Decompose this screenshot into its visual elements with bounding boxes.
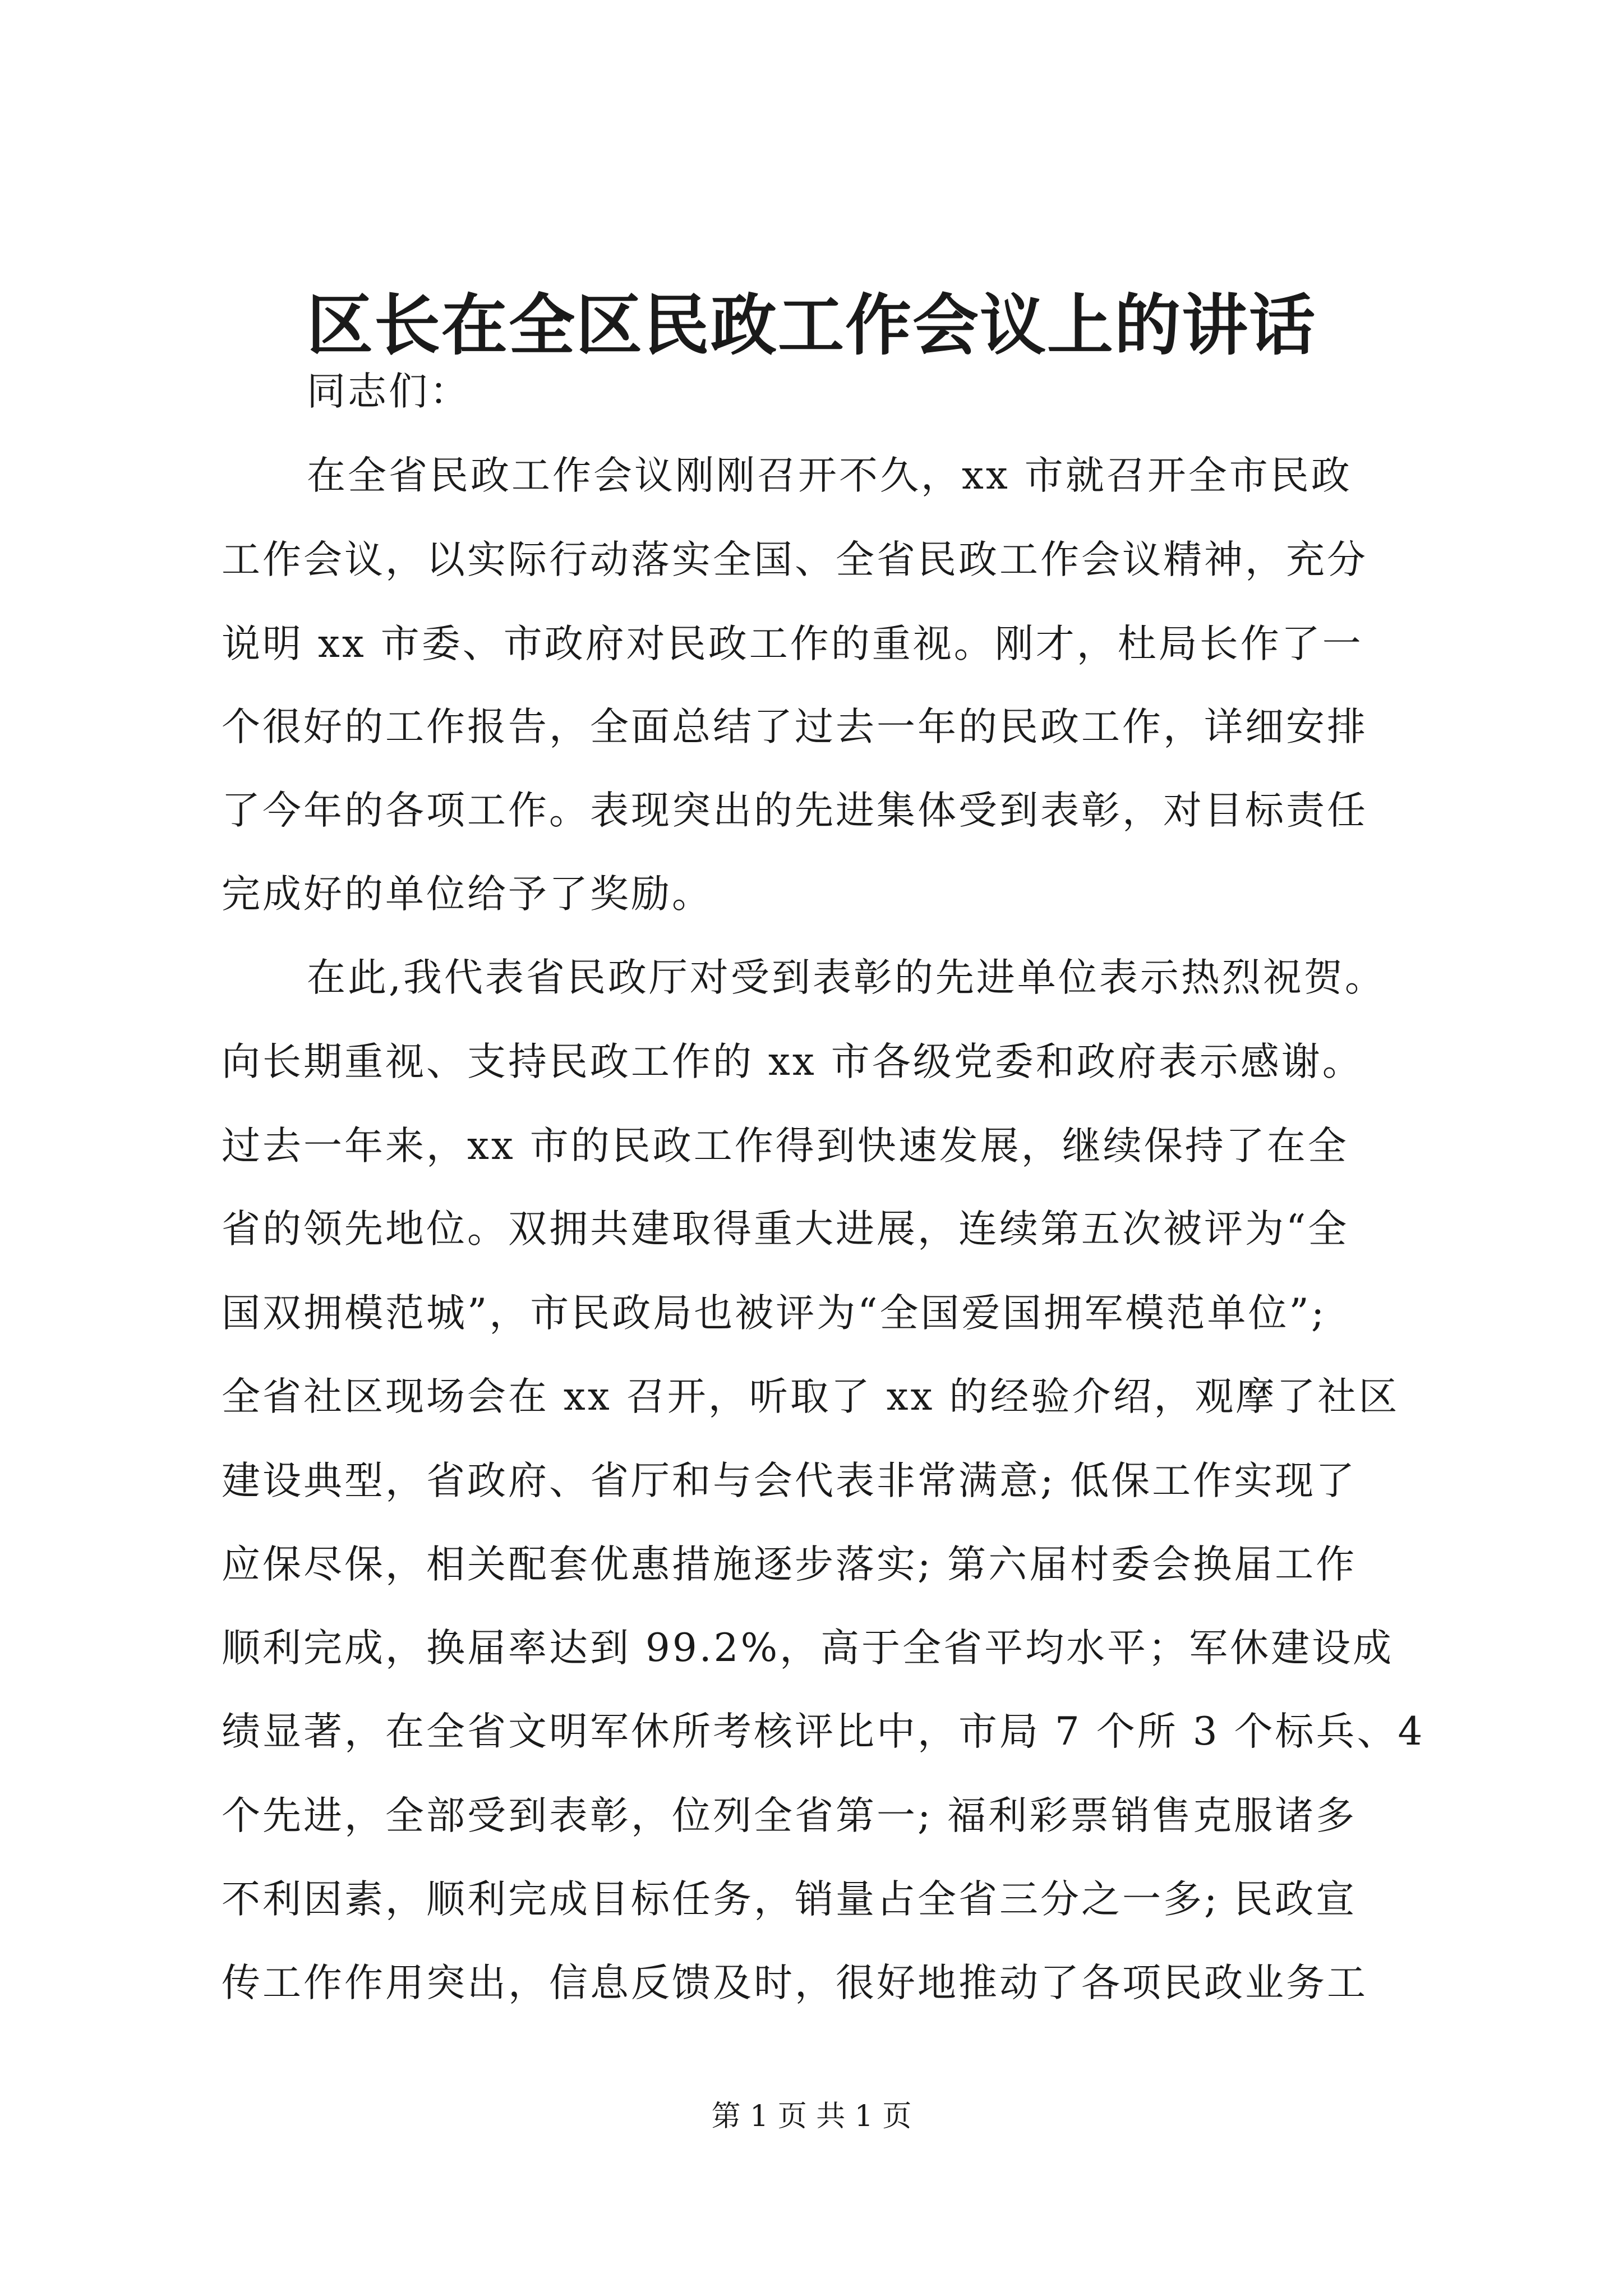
body-line: 在全省民政工作会议刚刚召开不久，xx 市就召开全市民政 — [307, 453, 1352, 498]
body-line: 全省社区现场会在 xx 召开，听取了 xx 的经验介绍，观摩了社区 — [222, 1374, 1400, 1419]
body-line: 应保尽保，相关配套优惠措施逐步落实; 第六届村委会换届工作 — [222, 1542, 1357, 1587]
body-line: 说明 xx 市委、市政府对民政工作的重视。刚才，杜局长作了一 — [222, 622, 1363, 666]
body-line: 向长期重视、支持民政工作的 xx 市各级党委和政府表示感谢。 — [222, 1039, 1363, 1084]
body-line: 建设典型，省政府、省厅和与会代表非常满意; 低保工作实现了 — [222, 1458, 1357, 1503]
body-line: 过去一年来，xx 市的民政工作得到快速发展，继续保持了在全 — [222, 1124, 1349, 1168]
body-line: 顺利完成，换届率达到 99.2%，高于全省平均水平；军休建设成 — [222, 1626, 1394, 1671]
body-line: 国双拥模范城”，市民政局也被评为“全国爱国拥军模范单位”; — [222, 1291, 1327, 1336]
body-line: 不利因素，顺利完成目标任务，销量占全省三分之一多; 民政宣 — [222, 1877, 1357, 1922]
body-line: 个先进，全部受到表彰，位列全省第一; 福利彩票销售克服诸多 — [222, 1793, 1357, 1838]
body-line: 个很好的工作报告，全面总结了过去一年的民政工作，详细安排 — [222, 705, 1368, 749]
body-line: 了今年的各项工作。表现突出的先进集体受到表彰，对目标责任 — [222, 788, 1368, 833]
body-line-salutation: 同志们： — [307, 369, 471, 414]
body-line: 在此,我代表省民政厅对受到表彰的先进单位表示热烈祝贺。 — [307, 955, 1386, 1000]
body-line: 绩显著，在全省文明军休所考核评比中，市局 7 个所 3 个标兵、4 — [222, 1709, 1425, 1754]
body-line: 省的领先地位。双拥共建取得重大进展，连续第五次被评为“全 — [222, 1207, 1349, 1251]
page-footer: 第 1 页 共 1 页 — [711, 2100, 912, 2133]
body-line: 工作会议，以实际行动落实全国、全省民政工作会议精神，充分 — [222, 537, 1368, 582]
body-line: 传工作作用突出，信息反馈及时，很好地推动了各项民政业务工 — [222, 1961, 1368, 2005]
body-line: 完成好的单位给予了奖励。 — [222, 872, 713, 917]
document-title: 区长在全区民政工作会议上的讲话 — [306, 286, 1316, 364]
